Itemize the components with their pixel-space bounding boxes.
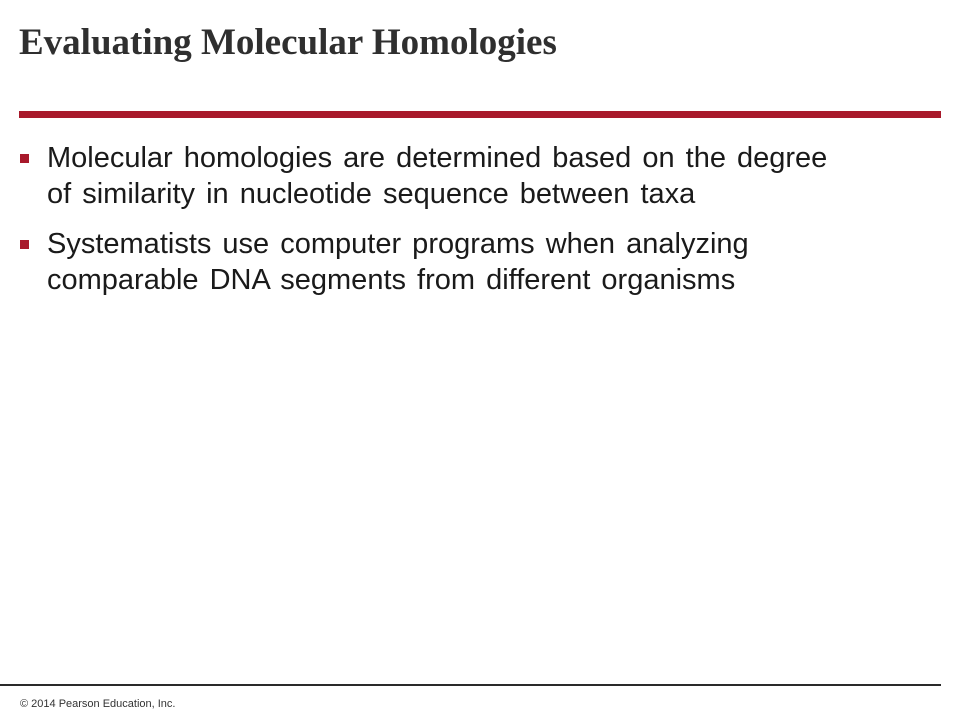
footer-divider: [0, 684, 941, 686]
copyright-footer: © 2014 Pearson Education, Inc.: [20, 698, 176, 710]
bullet-text: Systematists use computer programs when analyzing comparable DNA segments from different organisms: [47, 228, 749, 296]
title-divider: [19, 111, 941, 118]
bullet-item: [20, 140, 850, 212]
bullet-item: [20, 226, 850, 298]
square-bullet-icon: [20, 240, 29, 249]
bullet-text: Molecular homologies are determined based on the degree of similarity in nucleotide sequence between taxa: [47, 142, 828, 210]
bullet-list: [20, 140, 850, 312]
slide-title: Evaluating Molecular Homologies: [19, 22, 557, 63]
square-bullet-icon: [20, 154, 29, 163]
